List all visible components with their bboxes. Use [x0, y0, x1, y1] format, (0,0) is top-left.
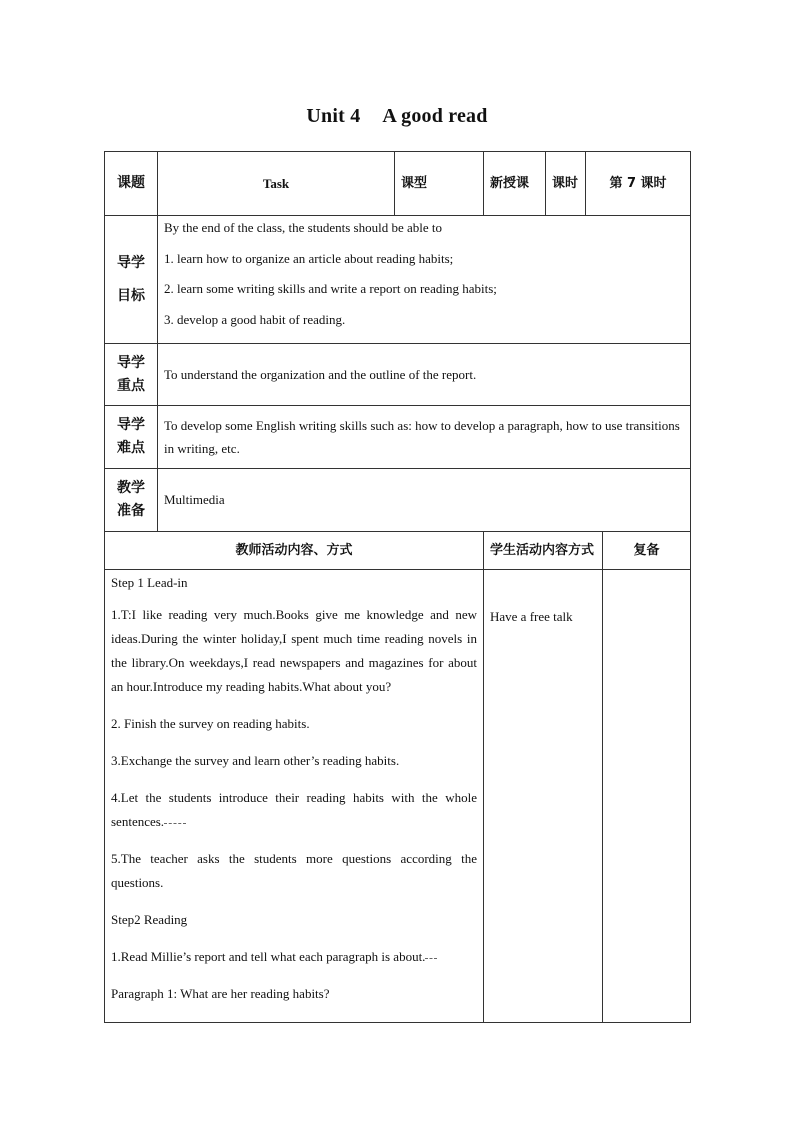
unit-label: Unit 4 — [306, 105, 361, 127]
period-label: 课时 — [546, 152, 586, 216]
activity-content-row — [105, 570, 691, 1023]
key-points-row — [105, 344, 691, 406]
difficulties-text: To develop some English writing skills such as: how to develop a paragraph, how to use transitions in writing, etc. — [158, 406, 691, 469]
preparation-text: Multimedia — [158, 469, 691, 532]
notes-header: 复备 — [603, 532, 691, 570]
objective-item: 2. learn some writing skills and write a report on reading habits; — [164, 281, 497, 297]
step-heading: Step 1 Lead-in — [111, 575, 188, 590]
difficulties-label — [105, 406, 158, 469]
step-heading: Step2 Reading — [111, 912, 188, 927]
unit-name: A good read — [382, 105, 488, 127]
objectives-label — [105, 216, 158, 344]
period-value: 第 7 课时 — [586, 152, 691, 216]
objectives-intro: By the end of the class, the students should be able to — [164, 220, 443, 235]
activity-header-row — [105, 532, 691, 570]
preparation-label-line2: 准备 — [117, 503, 145, 519]
key-points-label — [105, 344, 158, 406]
student-activity-content: Have a free talk — [484, 570, 603, 1023]
key-points-label-line2: 重点 — [117, 377, 145, 394]
page-title — [0, 105, 794, 128]
activity-paragraph — [111, 786, 477, 834]
type-value: 新授课 — [484, 152, 546, 216]
preparation-label — [105, 469, 158, 532]
teacher-activity-header: 教师活动内容、方式 — [105, 532, 484, 570]
difficulties-row — [105, 406, 691, 469]
key-points-label-line1: 导学 — [117, 354, 145, 371]
objective-item: 3. develop a good habit of reading. — [164, 311, 346, 327]
type-label: 课型 — [395, 152, 484, 216]
header-row — [105, 152, 691, 216]
objectives-label-line2: 目标 — [117, 287, 145, 304]
activity-text: 1.Read Millie’s report and tell what each paragraph is about. — [111, 949, 426, 964]
objective-item: 1. learn how to organize an article about reading habits; — [164, 250, 454, 266]
teacher-activity-content — [105, 570, 484, 1023]
difficulties-label-line2: 难点 — [117, 440, 145, 456]
activity-paragraph: 1.T:I like reading very much.Books give me knowledge and new ideas.During the winter holiday,I spent much time reading novels in the library.On weekdays,I read newspapers and magazines for about an hour.Introduce my reading habits.What about you? — [111, 607, 477, 694]
activity-text: 4.Let the students introduce their reading habits with the whole sentences. — [111, 790, 477, 829]
objectives-label-line1: 导学 — [117, 254, 145, 271]
activity-paragraph: 3.Exchange the survey and learn other’s reading habits. — [111, 753, 400, 768]
topic-label: 课题 — [105, 152, 158, 216]
activity-paragraph: Paragraph 1: What are her reading habits? — [111, 986, 330, 1001]
dash-mark — [164, 822, 186, 824]
difficulties-label-line1: 导学 — [117, 417, 145, 434]
activity-paragraph: 2. Finish the survey on reading habits. — [111, 716, 310, 731]
activity-paragraph — [111, 945, 477, 969]
activity-paragraph: 5.The teacher asks the students more questions according the questions. — [111, 851, 477, 890]
dash-mark — [425, 957, 437, 959]
topic-value: Task — [158, 152, 395, 216]
objectives-row — [105, 216, 691, 344]
preparation-row — [105, 469, 691, 532]
lesson-plan-table — [104, 151, 691, 1023]
notes-content — [603, 570, 691, 1023]
key-points-text: To understand the organization and the outline of the report. — [158, 344, 691, 406]
objectives-content — [158, 216, 691, 344]
student-activity-header: 学生活动内容方式 — [484, 532, 603, 570]
preparation-label-line1: 教学 — [117, 480, 145, 497]
